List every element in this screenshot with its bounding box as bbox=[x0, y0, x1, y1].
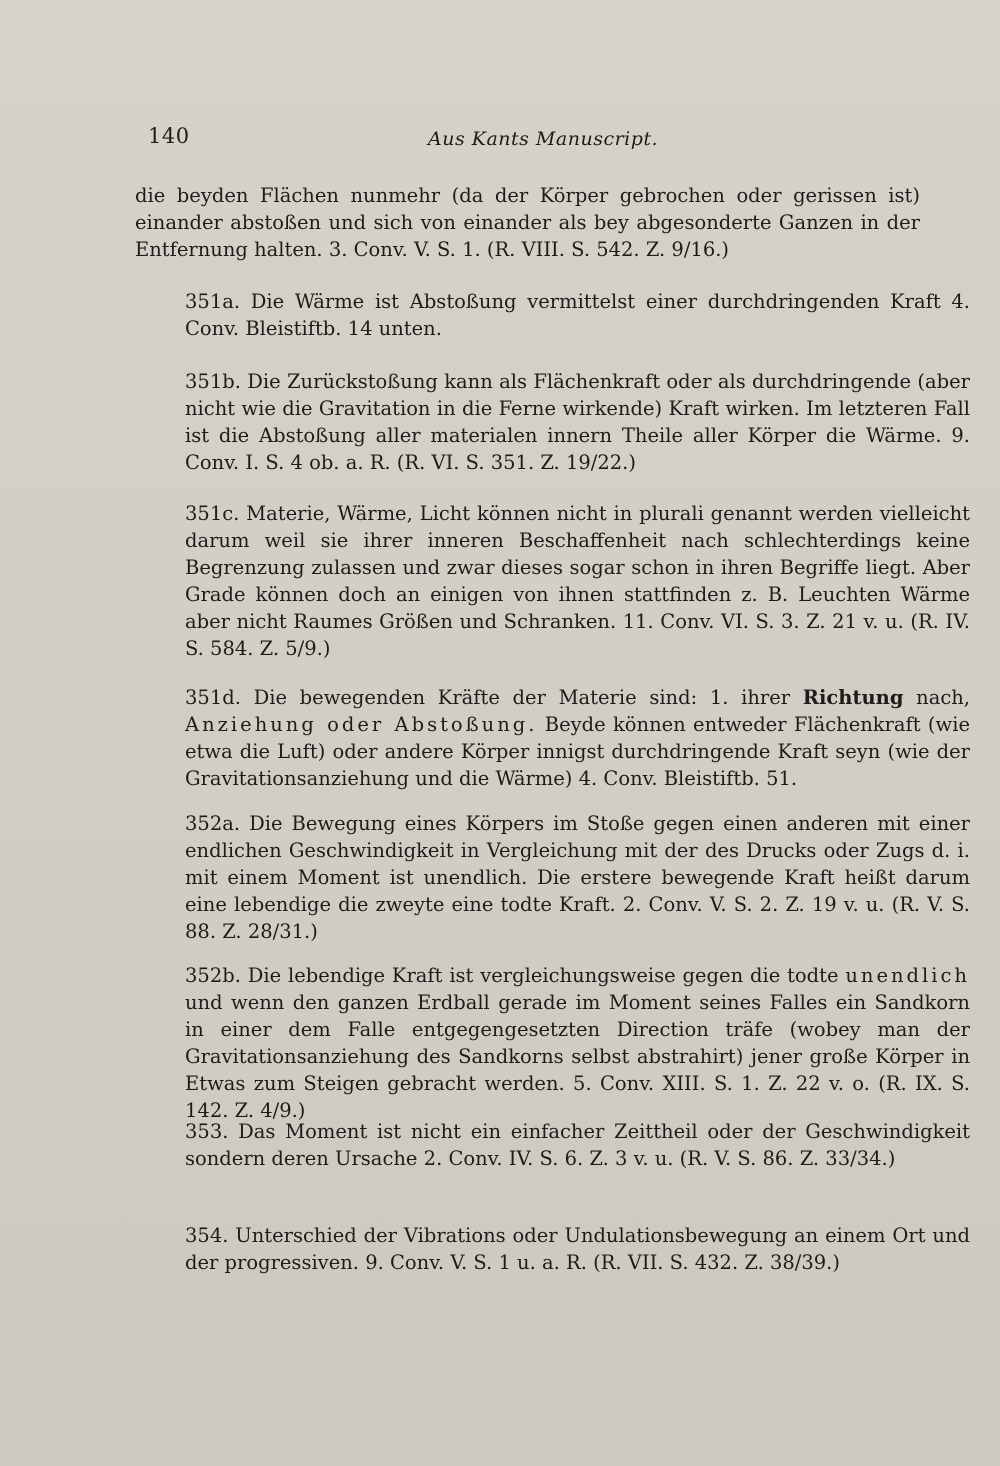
paragraph-number: 351d. bbox=[185, 686, 241, 709]
paragraph-text: Beyde können entweder Flächenkraft (wie etwa die Luft) oder andere Körper innigst durchdringende Kraft seyn (wie der Gravitationsanziehung und die Wärme) 4. Conv. Bleistiftb. 51. bbox=[185, 713, 970, 790]
paragraph-text: Die bewegenden Kräfte der Materie sind: 1. ihrer bbox=[240, 686, 803, 709]
paragraph-number: 352b. bbox=[185, 964, 241, 987]
paragraph-text: Das Moment ist nicht ein einfacher Zeittheil oder der Geschwindigkeit sondern deren Ursache 2. Conv. IV. S. 6. Z. 3 v. u. (R. V. S. 86. Z. 33/34.) bbox=[185, 1120, 970, 1170]
paragraph-351b bbox=[135, 368, 970, 476]
page-number: 140 bbox=[148, 124, 190, 148]
paragraph-number: 351a. bbox=[185, 290, 241, 313]
running-title: Aus Kants Manuscript. bbox=[428, 128, 659, 150]
paragraph-352a bbox=[135, 810, 970, 945]
paragraph-text: Die Zurückstoßung kann als Flächenkraft oder als durchdringende (aber nicht wie die Gravitation in die Ferne wirkende) Kraft wirken. Im letzteren Fall ist die Abstoßung aller materialen innern Theile aller Körper die Wärme. 9. Conv. I. S. 4 ob. a. R. (R. VI. S. 351. Z. 19/22.) bbox=[185, 370, 970, 474]
paragraph-353 bbox=[135, 1118, 970, 1172]
paragraph-number: 354. bbox=[185, 1224, 229, 1247]
paragraph-351d bbox=[135, 684, 970, 792]
paragraph-text: nach, bbox=[903, 686, 971, 709]
paragraph-text: Die lebendige Kraft ist vergleichungsweise gegen die todte bbox=[240, 964, 846, 987]
spaced-emphasis: Anziehung oder Abstoßung. bbox=[185, 713, 538, 736]
paragraph-text: Die Wärme ist Abstoßung vermittelst einer durchdringenden Kraft 4. Conv. Bleistiftb. 14 unten. bbox=[185, 290, 970, 340]
paragraph-number: 351b. bbox=[185, 370, 241, 393]
paragraph-continuation bbox=[135, 182, 920, 263]
paragraph-351a bbox=[135, 288, 970, 342]
paragraph-text: und wenn den ganzen Erdball gerade im Moment seines Falles ein Sandkorn in einer dem Falle entgegengesetzten Direction träfe (wobey man der Gravitationsanziehung des Sandkorns selbst abstrahirt) jener große Körper in Etwas zum Steigen gebracht werden. 5. Conv. XIII. S. 1. Z. 22 v. o. (R. IX. S. 142. Z. 4/9.) bbox=[185, 991, 970, 1122]
emphasized-word: Richtung bbox=[802, 686, 904, 709]
paragraph-text: Die Bewegung eines Körpers im Stoße gegen einen anderen mit einer endlichen Geschwindigkeit in Vergleichung mit der des Drucks oder Zugs d. i. mit einem Moment ist unendlich. Die erstere bewegende Kraft heißt darum eine lebendige die zweyte eine todte Kraft. 2. Conv. V. S. 2. Z. 19 v. u. (R. V. S. 88. Z. 28/31.) bbox=[185, 812, 970, 943]
paragraph-351c bbox=[135, 500, 970, 662]
spaced-emphasis: unendlich bbox=[845, 964, 970, 987]
paragraph-352b bbox=[135, 962, 970, 1124]
paragraph-number: 351c. bbox=[185, 502, 240, 525]
paragraph-text: die beyden Flächen nunmehr (da der Körper gebrochen oder gerissen ist) einander abstoßen und sich von einander als bey abgesonderte Ganzen in der Entfernung halten. 3. Conv. V. S. 1. (R. VIII. S. 542. Z. 9/16.) bbox=[135, 184, 920, 261]
paragraph-text: Unterschied der Vibrations oder Undulationsbewegung an einem Ort und der progressiven. 9. Conv. V. S. 1 u. a. R. (R. VII. S. 432. Z. 38/39.) bbox=[185, 1224, 970, 1274]
paragraph-text: Materie, Wärme, Licht können nicht in plurali genannt werden vielleicht darum weil sie ihrer inneren Beschaffenheit nach schlechterdings keine Begrenzung zulassen und zwar dieses sogar schon in ihren Begriffe liegt. Aber Grade können doch an einigen von ihnen stattfinden z. B. Leuchten Wärme aber nicht Raumes Größen und Schranken. 11. Conv. VI. S. 3. Z. 21 v. u. (R. IV. S. 584. Z. 5/9.) bbox=[185, 502, 970, 660]
paragraph-number: 353. bbox=[185, 1120, 229, 1143]
paragraph-354 bbox=[135, 1222, 970, 1276]
paragraph-number: 352a. bbox=[185, 812, 241, 835]
